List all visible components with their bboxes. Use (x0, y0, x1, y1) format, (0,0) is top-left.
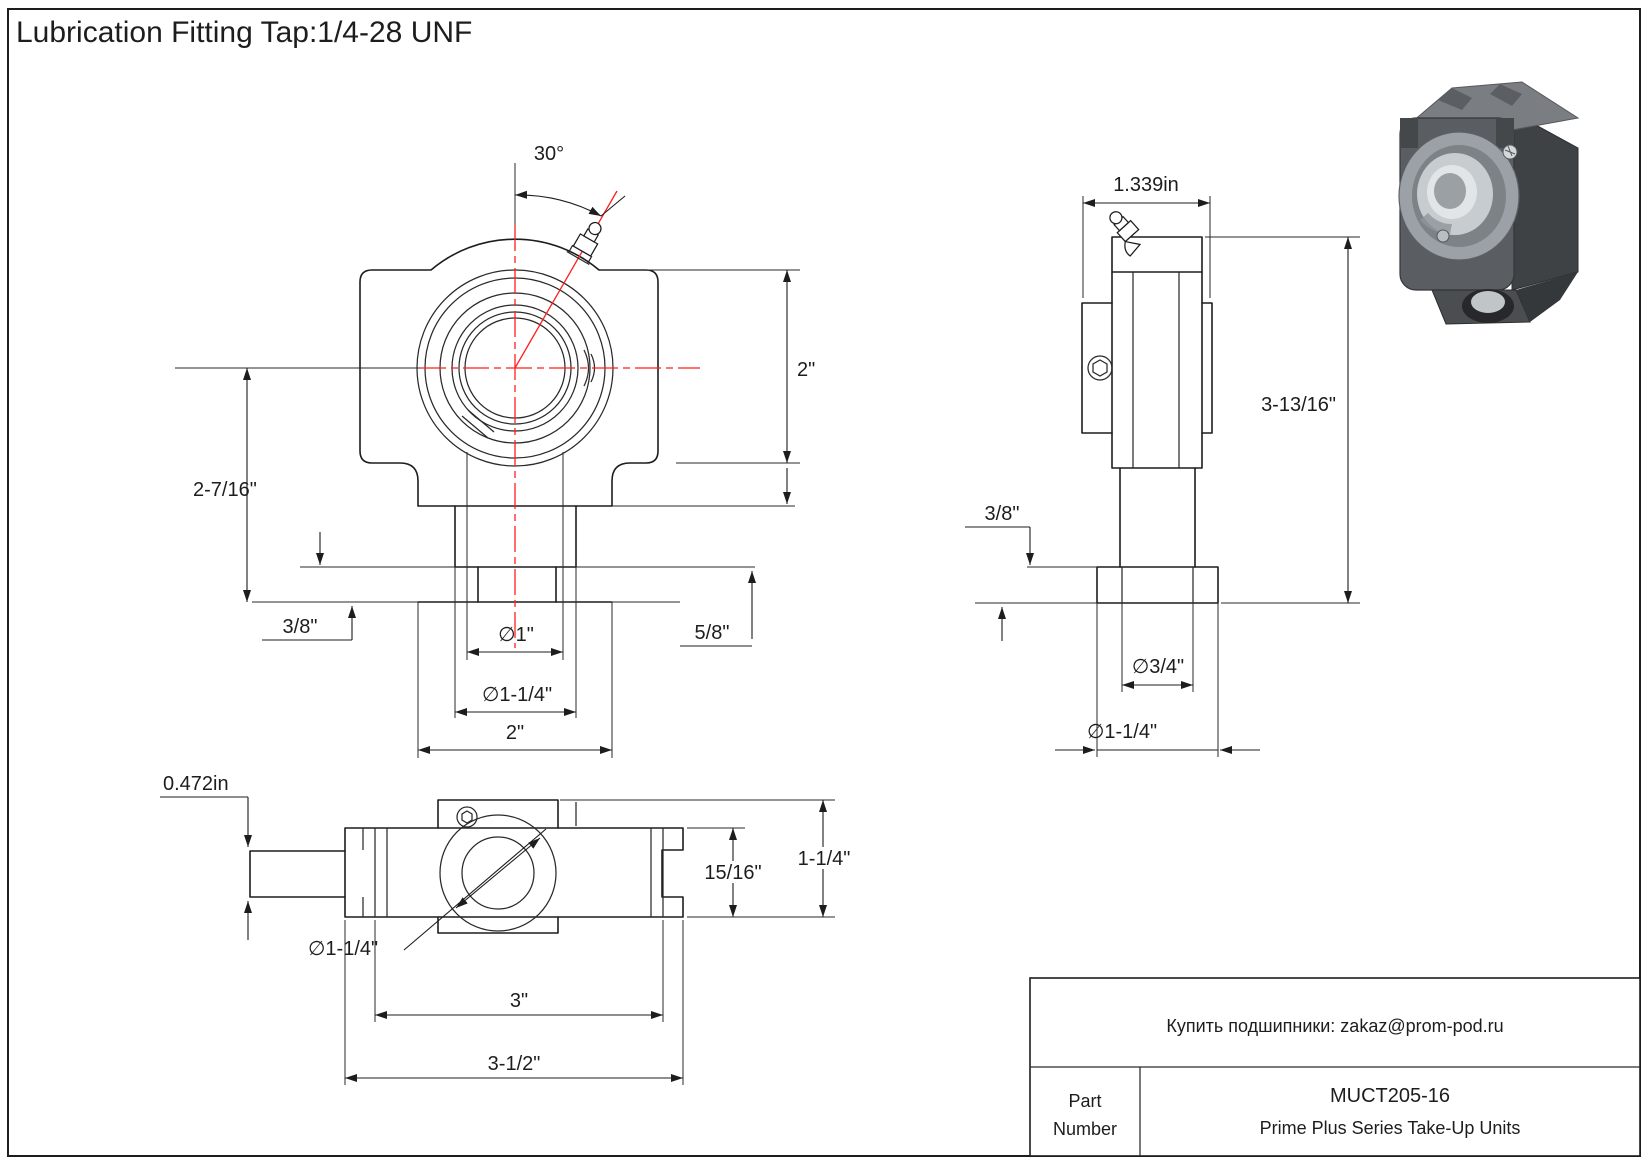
dim-bottom-bar: 0.472in (163, 773, 229, 795)
dim-front-step-right: 5/8" (694, 622, 730, 644)
dim-front-slot-dia: ∅1-1/4" (481, 684, 553, 706)
grease-fitting-side-icon (1100, 207, 1148, 256)
dim-bottom-bore: ∅1-1/4" (308, 938, 379, 960)
page-title: Lubrication Fitting Tap:1/4-28 UNF (16, 16, 473, 49)
dim-side-base: 3/8" (984, 503, 1020, 525)
dim-arc-30 (515, 195, 601, 216)
dim-front-foot-width: 2" (505, 722, 525, 744)
bottom-view (160, 773, 857, 1085)
dim-front-bore: ∅1" (498, 624, 534, 646)
title-block (1030, 978, 1640, 1156)
dim-bottom-overall-width: 1-1/4" (797, 848, 851, 870)
dim-front-angle: 30° (533, 143, 565, 165)
dim-side-frame-width: 1.339in (1113, 174, 1179, 196)
dim-bottom-overall-length: 3-1/2" (487, 1053, 541, 1075)
contact-text: Купить подшипники: zakaz@prom-pod.ru (1166, 1016, 1504, 1036)
dim-front-side-height: 2" (797, 359, 816, 381)
dim-side-foot: ∅1-1/4" (1086, 721, 1158, 743)
part-label-line1: Part (1068, 1091, 1102, 1111)
front-view (175, 143, 815, 758)
dim-bottom-frame-width: 15/16" (704, 862, 762, 884)
product-3d-render (1399, 82, 1578, 324)
dim-front-center-to-base: 2-7/16" (193, 479, 257, 501)
series-name: Prime Plus Series Take-Up Units (1259, 1118, 1521, 1138)
part-number: MUCT205-16 (1329, 1085, 1451, 1107)
dim-front-base-left: 3/8" (282, 616, 318, 638)
dim-side-slot: ∅3/4" (1131, 656, 1185, 678)
grease-fitting-icon (567, 217, 610, 265)
dim-side-overall-height: 3-13/16" (1261, 394, 1336, 416)
side-view (965, 174, 1360, 757)
part-label-line2: Number (1052, 1119, 1118, 1139)
dim-bottom-slot-length: 3" (509, 990, 529, 1012)
